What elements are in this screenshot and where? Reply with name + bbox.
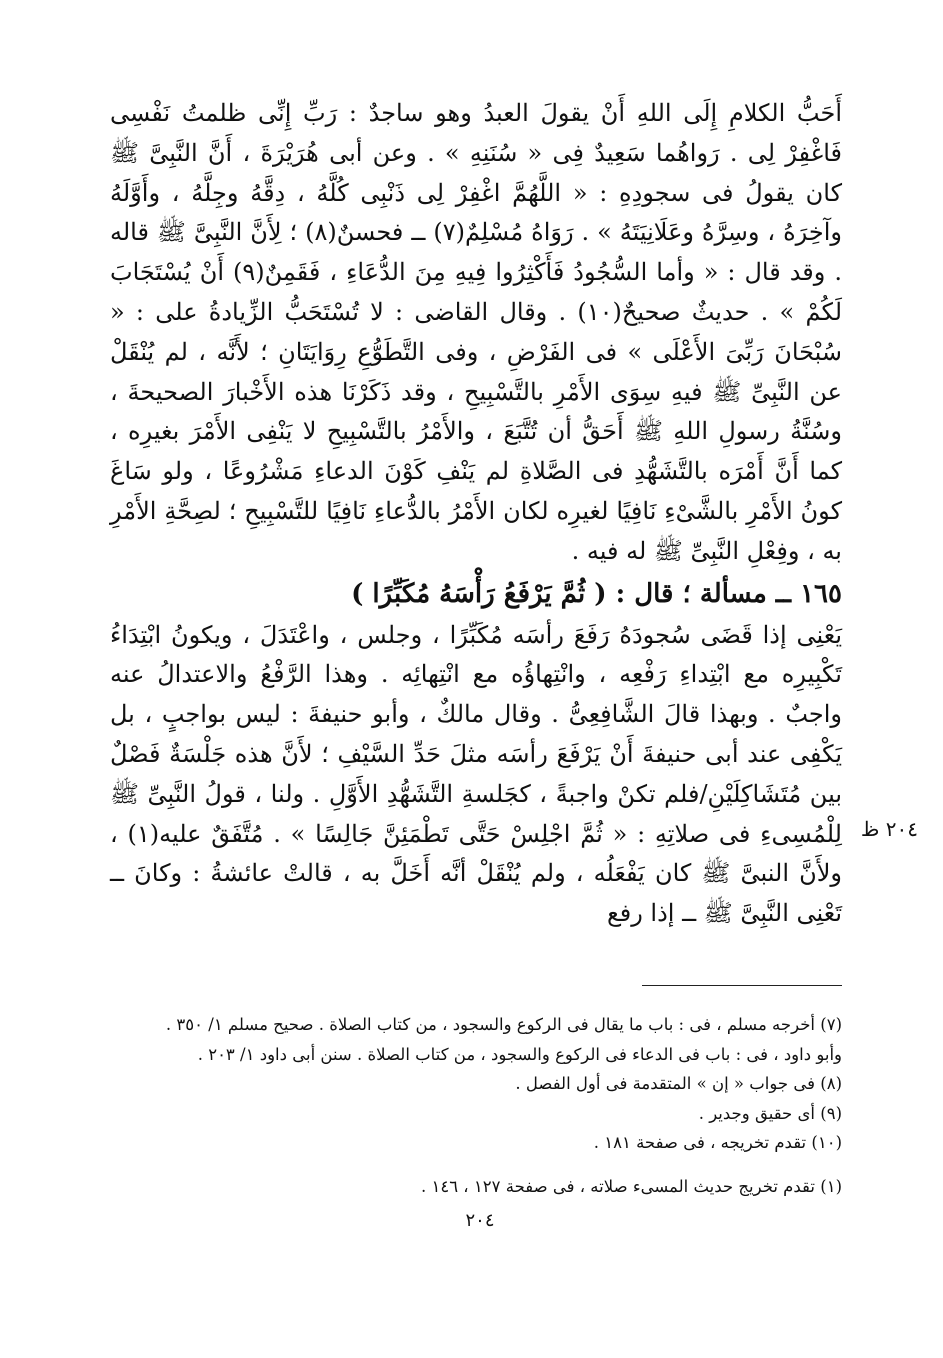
section-heading: ١٦٥ ــ مسألة ؛ قال : ( ثُمَّ يَرْفَعُ رَأْسَهُ مُكَبِّرًا ) bbox=[351, 578, 842, 609]
manuscript-folio-note: ٢٠٤ ظ bbox=[860, 817, 918, 841]
footnotes bbox=[140, 1010, 842, 1201]
main-text bbox=[110, 94, 842, 934]
footnote-divider bbox=[642, 985, 842, 986]
footnote: (٧) أخرجه مسلم ، فى : باب ما يقال فى الركوع والسجود ، من كتاب الصلاة . صحيح مسلم ١/ ٣٥٠ . bbox=[165, 1015, 842, 1034]
footnote: (٩) أى حقيق وجدير . bbox=[698, 1103, 842, 1123]
footnote: (١) تقدم تخريج حديث المسىء صلاته ، فى صفحة ١٢٧ ، ١٤٦ . bbox=[420, 1176, 842, 1196]
footnote: (٨) فى جواب « إن » المتقدمة فى أول الفصل . bbox=[515, 1074, 842, 1093]
footnote: وأبو داود ، فى : باب فى الدعاء فى الركوع والسجود ، من كتاب الصلاة . سنن أبى داود ١/ ٢٠٣ . bbox=[197, 1044, 842, 1064]
paragraph: أَحَبُّ الكلامِ إِلَى اللهِ أَنْ يقولَ العبدُ وهو ساجدٌ : رَبِّ إِنِّى ظلمتُ نَفْسِى فَاغْفِرْ لِى . رَواهُما سَعِيدٌ فِى « سُنَنِهِ » . وعن أبى هُرَيْرَةَ ، أَنَّ النَّبِىَّ ﷺ كان يقولُ فى سجودِهِ : « اللَّهُمَّ اغْفِرْ لِى ذَنْبِى كُلَّهُ ، دِقَّهُ وجِلَّهُ ، وأَوَّلَهُ وآخِرَهُ ، وسِرَّهُ وعَلَانِيَتَهُ » . رَوَاهُ مُسْلِمٌ(٧) ــ فحسنٌ(٨) ؛ لِأَنَّ النَّبِىَّ ﷺ قاله . وقد قال : « وأما السُّجُودُ فَأَكْثِرُوا فِيهِ مِنَ الدُّعَاءِ ، فَقَمِنٌ(٩) أَنْ يُسْتَجَابَ لَكُمْ » . حديثٌ صحيحٌ(١٠) . وقال القاضى : لا تُسْتَحَبُّ الزِّيادةُ على : « سُبْحَانَ رَبِّىَ الأَعْلَى » فى الفَرْضِ ، وفى التَّطَوُّعِ رِوَايَتَانِ ؛ لأَنَّه ، لم يُنْقَلْ عن النَّبِىِّ ﷺ فيهِ سِوَى الأَمْرِ بالتَّسْبِيحِ ، وقد ذَكَرْنَا هذه الأَخْبارَ الصحيحةَ ، وسُنَّةُ رسولِ اللهِ ﷺ أَحَقُّ أن تُتَّبَعَ ، والأَمْرُ بالتَّسْبِيحِ لا يَنْفِى الأَمْرَ بغيرِه ، كما أَنَّ أَمْرَه بالتَّشَهُّدِ فى الصَّلاةِ لم يَنْفِ كَوْنَ الدعاءِ مَشْرُوعًا ، ولو سَاغَ كونُ الأَمْرِ بالشَّىْءِ نَافِيًا لغيرِه لكان الأَمْرُ بالدُّعاءِ نَافِيًا للتَّسْبِيحِ ؛ لصِحَّةِ الأَمْرِ به ، وفِعْلِ النَّبِىِّ ﷺ له فيه . bbox=[110, 99, 843, 565]
footnote: (١٠) تقدم تخريجه ، فى صفحة ١٨١ . bbox=[593, 1133, 842, 1152]
page-number: ٢٠٤ bbox=[465, 1210, 495, 1231]
paragraph: يَعْنِى إذا قَضَى سُجودَهُ رَفَعَ رأسَه مُكَبِّرًا ، وجلس ، واعْتَدَلَ ، ويكونُ ابْتِدَاءُ تَكْبِيرِه مع ابْتِداءِ رَفْعِه ، وانْتِهاؤُه مع انْتِهائِه . وهذا الرَّفْعُ والاعتدالُ عنه واجبٌ . وبهذا قالَ الشَّافِعِىُّ . وقال مالكٌ ، وأبو حنيفةَ : ليس بواجبٍ ، بل يَكْفِى عند أبى حنيفةَ أَنْ يَرْفَعَ رأسَه مثلَ حَدِّ السَّيْفِ ؛ لأَنَّ هذه جَلْسَةٌ فَصْلٌ بين مُتَشَاكِلَيْنِ/فلم تكنْ واجبةً ، كجَلسةِ التَّشَهُّدِ الأَوَّلِ . ولنا ، قولُ النَّبِىِّ ﷺ لِلْمُسِىءِ فى صلاتِهِ : « ثُمَّ اجْلِسْ حَتَّى تَطْمَئِنَّ جَالِسًا » . مُتَّفَقٌ عليه(١) ، ولأَنَّ النبىَّ ﷺ كان يَفْعَلُه ، ولم يُنْقَلْ أنَّه أَخَلَّ به ، قالتْ عائشةُ : وكانَ ــ تَعْنِى النَّبِىَّ ﷺ ــ إذا رفع bbox=[110, 620, 842, 928]
